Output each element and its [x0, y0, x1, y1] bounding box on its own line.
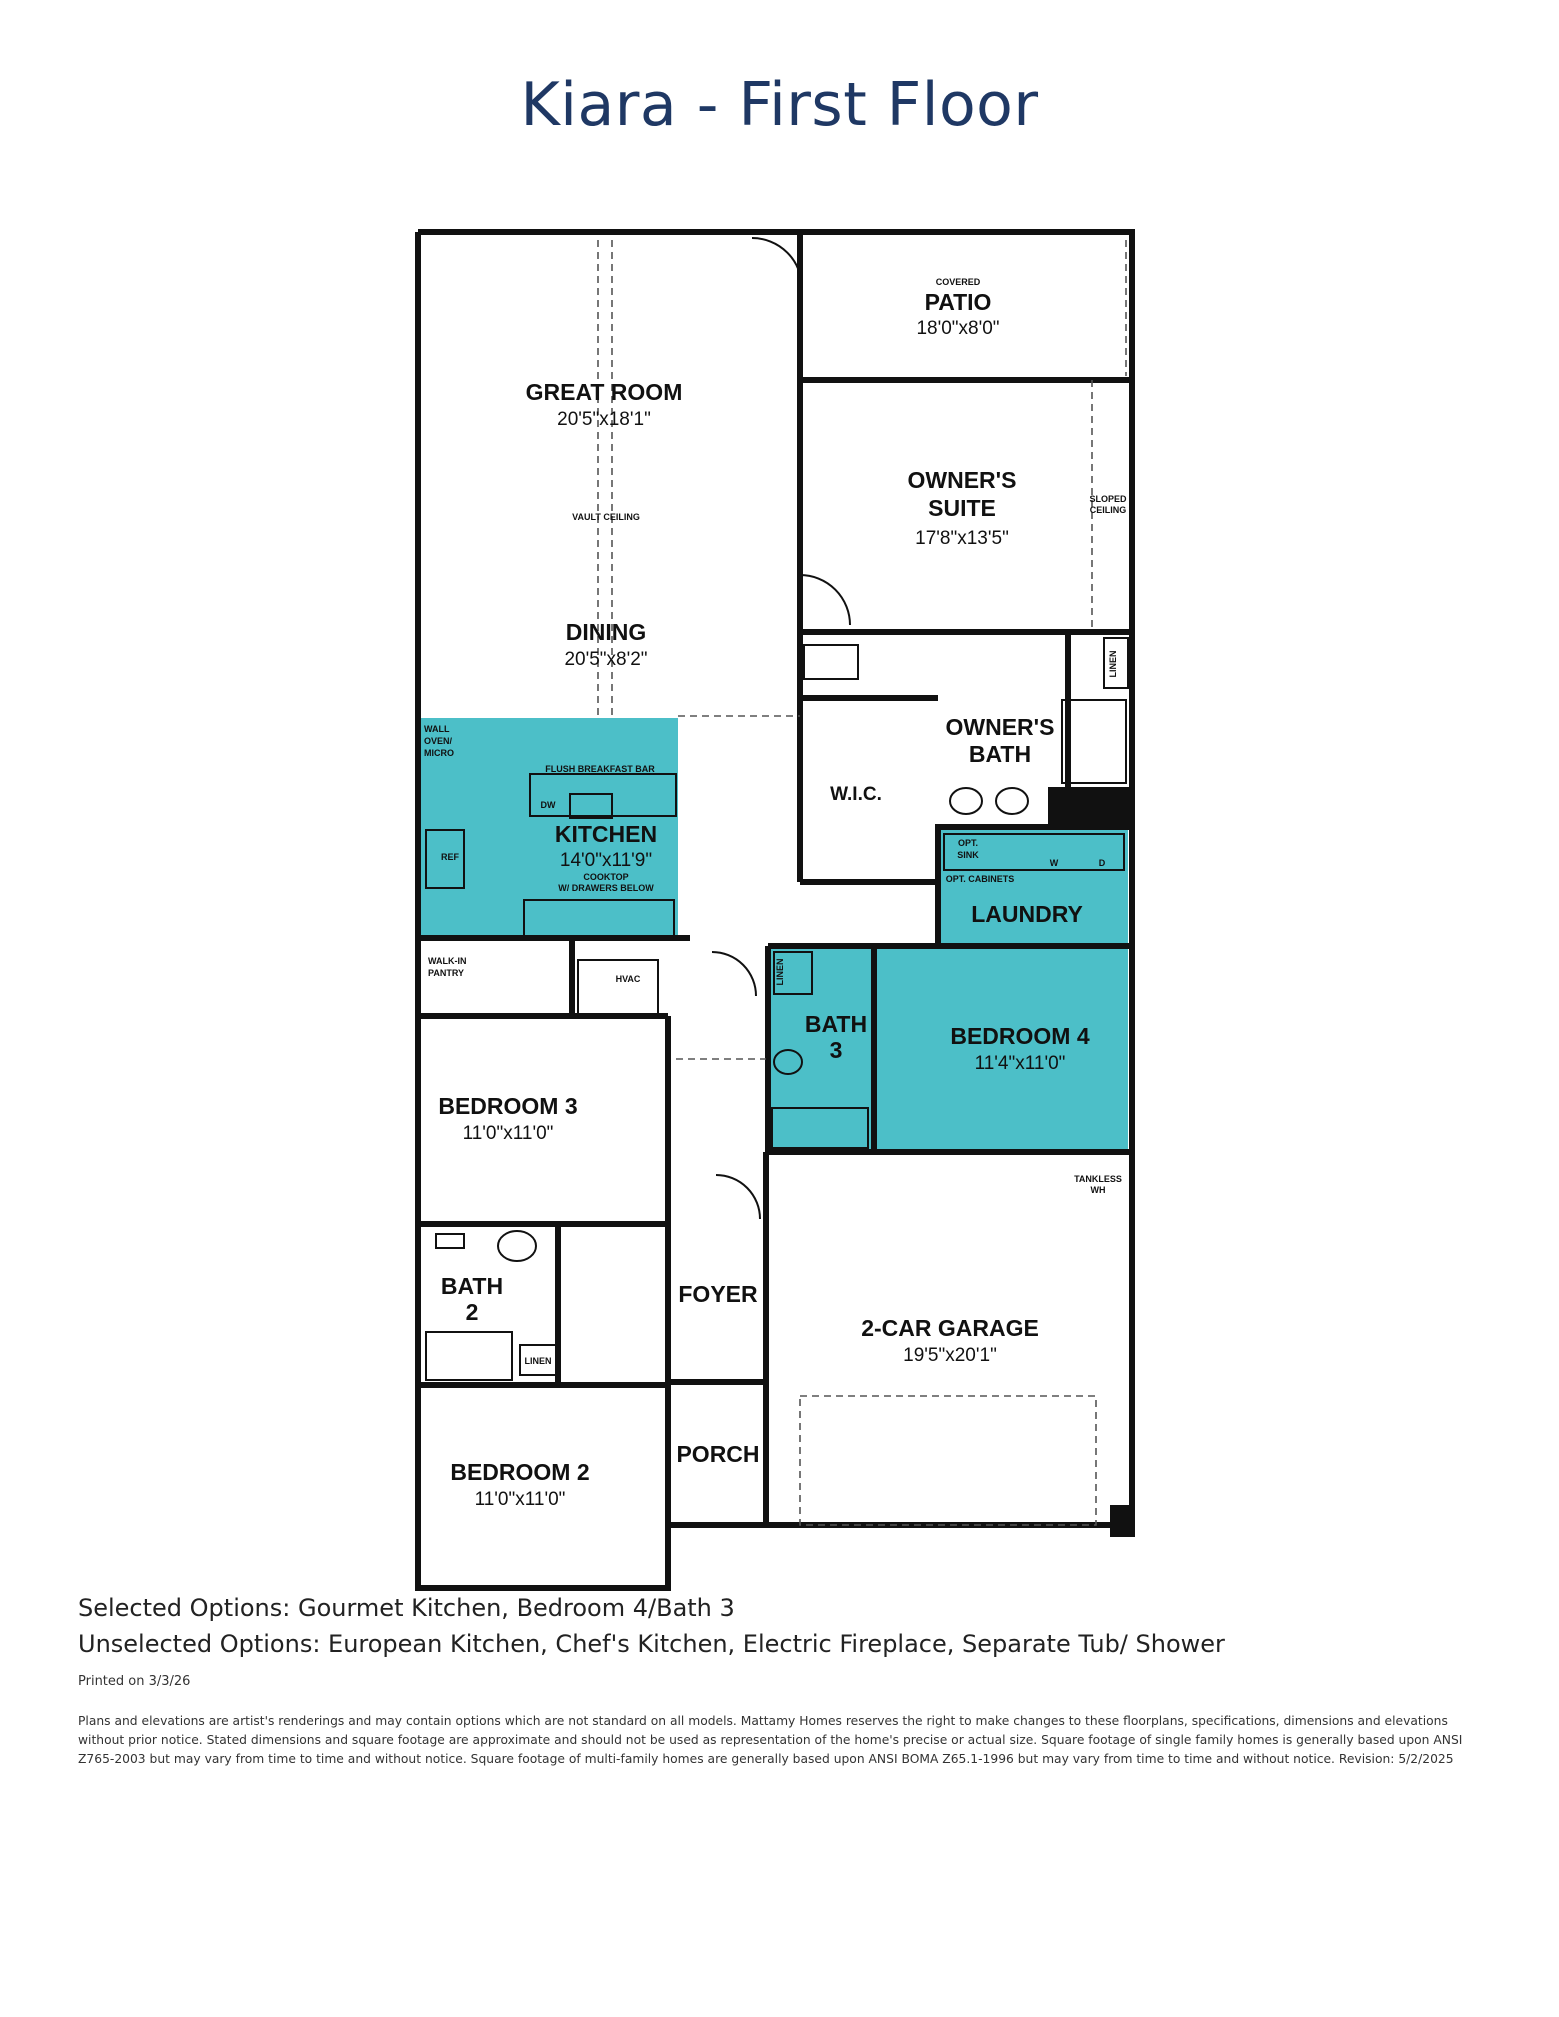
cooktop-1: COOKTOP [583, 872, 629, 882]
wall-oven-3: MICRO [424, 748, 454, 758]
laundry-name: LAUNDRY [971, 901, 1083, 927]
garage-name: 2-CAR GARAGE [861, 1315, 1039, 1341]
patio-dims: 18'0"x8'0" [916, 318, 1000, 339]
kitchen-dims: 14'0"x11'9" [559, 850, 653, 871]
dryer-label: D [1098, 858, 1106, 868]
patio-covered-label: COVERED [935, 277, 981, 287]
garage-dims: 19'5"x20'1" [903, 1345, 997, 1366]
walkin-pantry-2: PANTRY [428, 968, 464, 978]
dining-name: DINING [565, 619, 647, 645]
ref-label: REF [441, 852, 459, 862]
bath3-name-1: BATH [804, 1011, 868, 1037]
disclaimer-text: Plans and elevations are artist's renderings and may contain options which are not standard on all models. Mattamy Homes reserves the right to make changes to these floorplans, specifications, dimensions and elevations without prior notice. Stated dimensions and square footage are approximate and should not be used as representation of the home's precise or actual size. Square footage of single family homes is generally based upon ANSI Z765-2003 but may vary from time to time and without notice. Square footage of multi-family homes are generally based upon ANSI BOMA Z65.1-1996 but may vary from time to time and without notice. Revision: 5/2/2025 [78, 1714, 1463, 1766]
printed-date: Printed on 3/3/26 [78, 1674, 191, 1689]
tankless-1: TANKLESS [1074, 1174, 1122, 1184]
walkin-pantry-1: WALK-IN [428, 956, 467, 966]
bath2-name-2: 2 [465, 1299, 479, 1325]
patio-name: PATIO [924, 289, 992, 315]
dining-dims: 20'5"x8'2" [564, 649, 648, 670]
great-room-name: GREAT ROOM [525, 379, 683, 405]
bedroom4-name: BEDROOM 4 [950, 1023, 1090, 1049]
bedroom2-dims: 11'0"x11'0" [474, 1489, 566, 1510]
page-title: Kiara - First Floor [520, 70, 1039, 140]
dw-label: DW [540, 800, 556, 810]
great-room-dims: 20'5"x18'1" [557, 409, 651, 430]
sloped-ceiling-1: SLOPED [1089, 494, 1127, 504]
flush-bar-label: FLUSH BREAKFAST BAR [545, 764, 655, 774]
owners-bath-name-2: BATH [968, 741, 1032, 767]
owners-suite-dims: 17'8"x13'5" [915, 528, 1009, 549]
wall-oven-1: WALL [424, 724, 450, 734]
owners-bath-name-1: OWNER'S [945, 714, 1055, 740]
selected-options: Selected Options: Gourmet Kitchen, Bedroom 4/Bath 3 [78, 1594, 735, 1622]
opt-sink-1: OPT. [957, 838, 979, 848]
owners-suite-name-2: SUITE [928, 495, 996, 521]
porch-name: PORCH [676, 1441, 760, 1467]
linen-bath2-label: LINEN [524, 1356, 552, 1366]
bedroom4-dims: 11'4"x11'0" [974, 1053, 1066, 1074]
kitchen-name: KITCHEN [554, 821, 658, 847]
bedroom3-name: BEDROOM 3 [438, 1093, 578, 1119]
bath3-name-2: 3 [829, 1037, 843, 1063]
tankless-2: WH [1090, 1185, 1106, 1195]
foyer-name: FOYER [678, 1281, 758, 1307]
unselected-options: Unselected Options: European Kitchen, Chef's Kitchen, Electric Fireplace, Separate Tub/ Shower [78, 1630, 1225, 1658]
linen-bath3-label: LINEN [775, 958, 785, 986]
bedroom2-name: BEDROOM 2 [450, 1459, 590, 1485]
opt-cabinets-label: OPT. CABINETS [945, 874, 1015, 884]
bedroom3-dims: 11'0"x11'0" [462, 1123, 554, 1144]
washer-label: W [1049, 858, 1059, 868]
vault-ceiling-label: VAULT CEILING [572, 512, 640, 522]
owners-suite-name-1: OWNER'S [907, 467, 1017, 493]
bath2-name-1: BATH [440, 1273, 504, 1299]
hvac-label: HVAC [615, 974, 641, 984]
opt-sink-2: SINK [957, 850, 979, 860]
wall-oven-2: OVEN/ [424, 736, 453, 746]
cooktop-2: W/ DRAWERS BELOW [558, 883, 654, 893]
linen-owners-label: LINEN [1108, 650, 1118, 678]
sloped-ceiling-2: CEILING [1089, 505, 1127, 515]
wic-label: W.I.C. [830, 784, 882, 805]
